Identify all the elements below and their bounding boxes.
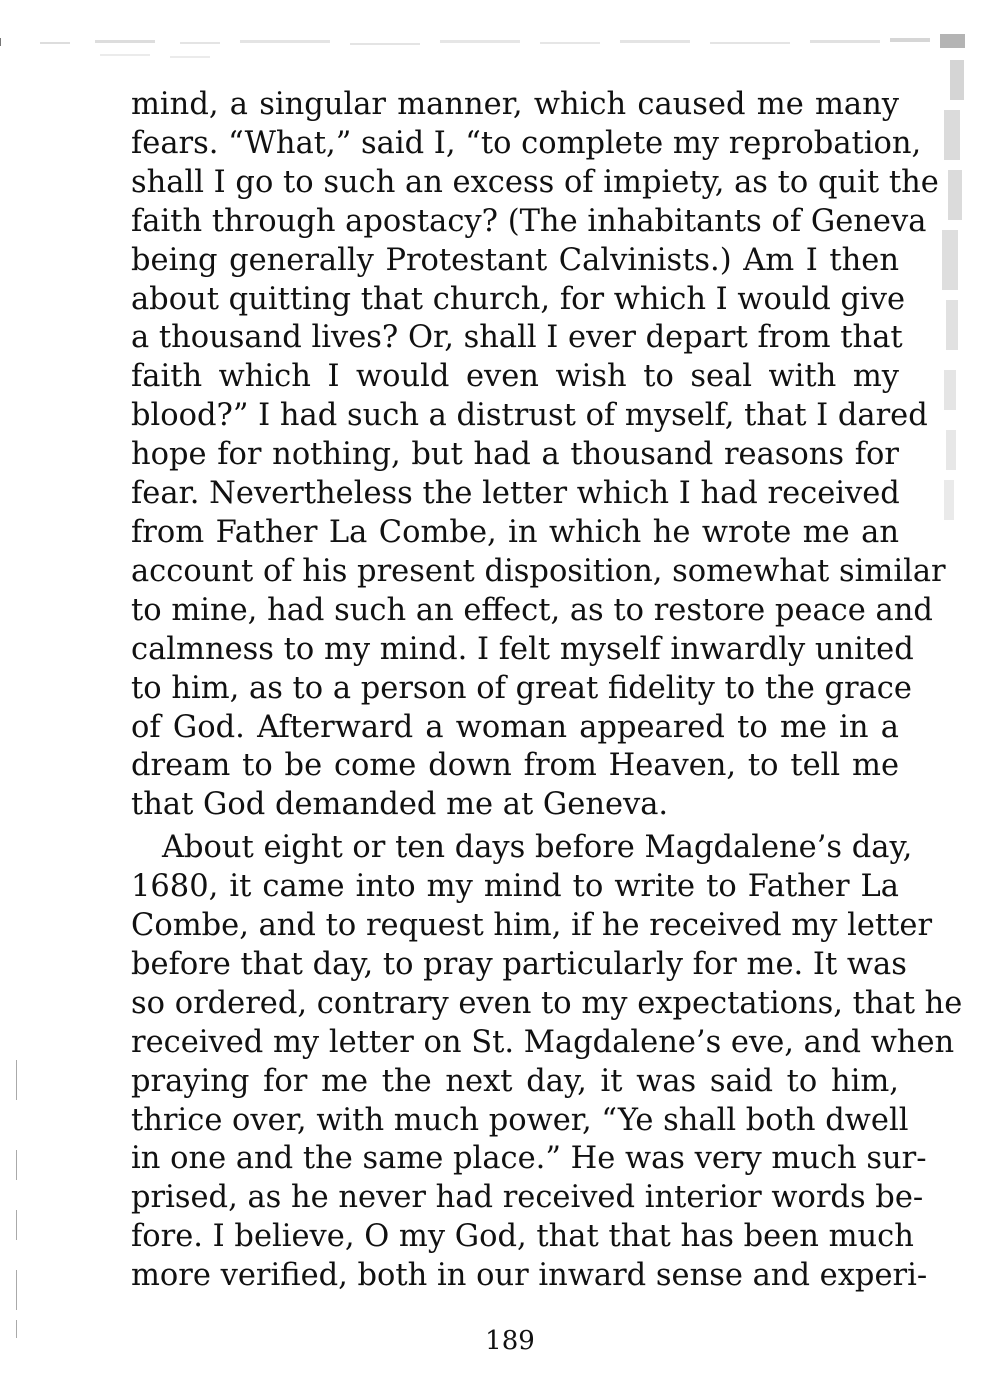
text-line: shall I go to such an excess of impiety, as to quit the <box>131 164 939 200</box>
text-line: to him, as to a person of great fidelity to the grace <box>131 670 912 706</box>
text-line: fears. “What,” said I, “to complete my reprobation, <box>131 125 922 161</box>
text-line: prised, as he never had received interior words be- <box>131 1180 924 1216</box>
paragraph-2 <box>131 829 963 1296</box>
text-line: received my letter on St. Magdalene’s eve, and when <box>131 1024 955 1060</box>
page-number: 189 <box>485 1326 535 1356</box>
text-line: thrice over, with much power, “Ye shall both dwell <box>131 1102 909 1138</box>
text-line: dream to be come down from Heaven, to tell me <box>131 748 899 784</box>
text-line: faith which I would even wish to seal with my <box>131 359 899 395</box>
text-line: that God demanded me at Geneva. <box>131 787 669 823</box>
text-line: from Father La Combe, in which he wrote me an <box>131 514 899 550</box>
body-text <box>131 86 963 1296</box>
text-line: praying for me the next day, it was said to him, <box>131 1063 899 1099</box>
text-line: calmness to my mind. I felt myself inwardly united <box>131 631 914 667</box>
text-line: before that day, to pray particularly for me. It was <box>131 946 907 982</box>
text-line: more verified, both in our inward sense and experi- <box>131 1258 928 1294</box>
paragraph-1 <box>131 86 946 825</box>
text-line: about quitting that church, for which I would give <box>131 281 906 317</box>
text-line: blood?” I had such a distrust of myself, that I dared <box>131 398 928 434</box>
scan-noise-top <box>0 28 1000 76</box>
text-line: being generally Protestant Calvinists.) Am I then <box>131 242 899 278</box>
text-line: in one and the same place.” He was very much sur- <box>131 1141 927 1177</box>
text-line: hope for nothing, but had a thousand reasons for <box>131 437 899 473</box>
text-line: faith through apostacy? (The inhabitants of Geneva <box>131 203 927 239</box>
text-line: 1680, it came into my mind to write to Father La <box>131 869 899 905</box>
text-line: a thousand lives? Or, shall I ever depart from that <box>131 320 903 356</box>
text-line: About eight or ten days before Magdalene’s day, <box>162 830 913 866</box>
scan-noise-right <box>930 40 970 560</box>
text-line: fear. Nevertheless the letter which I had received <box>131 476 900 512</box>
text-line: to mine, had such an effect, as to restore peace and <box>131 592 933 628</box>
text-line: so ordered, contrary even to my expectations, that he <box>131 985 963 1021</box>
text-line: account of his present disposition, somewhat similar <box>131 553 946 589</box>
margin-tick-marks <box>14 1060 20 1340</box>
text-line: Combe, and to request him, if he received my letter <box>131 908 933 944</box>
text-line: of God. Afterward a woman appeared to me in a <box>131 709 899 745</box>
text-line: fore. I believe, O my God, that that has been much <box>131 1219 914 1255</box>
text-line: mind, a singular manner, which caused me many <box>131 87 899 122</box>
